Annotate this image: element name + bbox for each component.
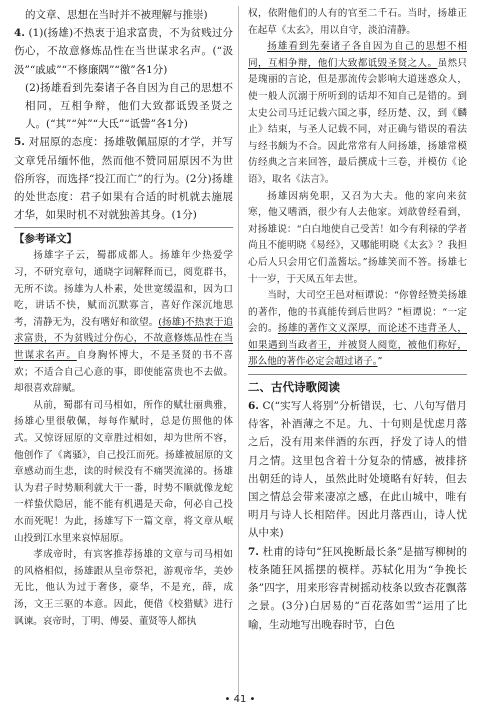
underlined-sentence: 扬雄的著作文义深厚，而论述不违背圣人，如果遇到当政者王，并被贤人阅览，被他们称好，那么他的著作必定会超过诸子。 bbox=[248, 323, 468, 368]
answer-text: 对屈原的态度：扬雄敬佩屈原的才学，并写文章凭吊缅怀他，然而他不赞同屈原因不为世俗所容，而选择“投江而亡”的行为。(2分)扬雄的处世态度：君子如果有合适的时机就去施展才华，如果时机不对就独善其身。(1分) bbox=[14, 136, 234, 222]
answer-number: 6. bbox=[248, 400, 259, 413]
reference-translation-continued bbox=[248, 6, 467, 371]
underlined-sentence: 扬雄看到先秦诸子各自因为自己的思想不相同，互相争辩，他们大致都诋毁圣贤之人。 bbox=[248, 41, 467, 69]
translation-paragraph bbox=[248, 189, 467, 289]
section-title-reference-translation: 【参考译文】 bbox=[14, 233, 77, 246]
right-column bbox=[248, 6, 467, 634]
translation-text: 扬雄字子云，蜀郡成都人。扬雄年少热爱学习，不研究章句，通晓字词解释而已，阅览群书，无所不读。扬雄为人朴素，处世宽缓温和，因为口吃，讲话不快，赋而沉默寡言，喜好作深沉地思考，清静无为，没有嗜好和欲望。 bbox=[14, 250, 233, 328]
translation-text: 权，依附他们的人有的官至二千石。当时，扬雄正在起草《太玄》，用以自守，淡泊清静。 bbox=[248, 8, 467, 36]
divider-line bbox=[14, 227, 233, 228]
translation-paragraph bbox=[14, 398, 233, 547]
underlined-sentence: (扬雄)不热衷于追求富贵，不为贫贱过分伤心，不故意修炼品性在当世谋求名声。 bbox=[14, 316, 233, 361]
section-title-ancient-poetry: 二、古代诗歌阅读 bbox=[248, 380, 340, 395]
translation-paragraph bbox=[14, 248, 233, 397]
answer-text: 杜甫的诗句“狂风挽断最长条”是描写柳树的枝条随狂风摇摆的模样。苏轼化用为“争挽长条”四字，用来形容青树摇动枝条以致杏花飘落之景。(3分)白居易的“百花落如雪”运用了比喻，生动地写出晚春时节，白色 bbox=[248, 545, 467, 631]
answer-text: (1)(扬雄)不热衷于追求富贵，不为贫贱过分伤心，不故意修炼品性在当世谋求名声。(“汲汲”“戚戚”“不修廉隅”“徼”各1分) bbox=[14, 27, 233, 76]
answer-item bbox=[248, 397, 467, 543]
column-divider bbox=[238, 6, 239, 696]
answer-item bbox=[14, 79, 233, 134]
answer-text: C(“实写人将别”分析错误，七、八句写借月侍客，补酒薄之不足。九、十句则是忧虑月落之后，没有用来伴酒的东西，抒发了诗人的惜月之情。这里包含着十分复杂的情感，被排挤出朝廷的诗人，虽然此时处境略有好转，但去国之情总会带来凄凉之感，在此山城中，唯有明月与诗人长相陪伴。因此月落西山，诗人忧从中来) bbox=[248, 400, 467, 540]
answer-number: 7. bbox=[248, 545, 259, 558]
translation-text: 自身胸怀博大，不是圣贤的书不喜欢；不适合自己心意的事，即使能富贵也不去做。却很喜欢辞赋。 bbox=[14, 350, 234, 395]
translation-paragraph bbox=[248, 39, 467, 188]
answer-text: 的文章、思想在当时并不被理解与推崇) bbox=[25, 9, 208, 21]
answer-item bbox=[248, 543, 467, 634]
translation-text: 当时，大司空王邑对桓谭说：“你曾经赞美扬雄的著作，他的书真能传到后世吗？”桓谭说：“一定会的。 bbox=[248, 290, 467, 335]
divider-line bbox=[248, 374, 467, 375]
page-number: • 41 • bbox=[224, 694, 256, 705]
answer-number: 4. bbox=[14, 27, 25, 40]
translation-text: ” bbox=[377, 356, 383, 368]
translation-text: 扬雄因病免职，又召为大夫。他的家向来贫寒，他又嗜酒，很少有人去他家。刘歆曾经看到，对扬雄说：“白白地使自己受苦！如今有利禄的学者尚且不能明晓《易经》，又哪能明晓《太玄》？我担心后人只会用它们盖酱坛。”扬雄笑而不答。扬雄七十一岁，于天凤五年去世。 bbox=[248, 190, 467, 285]
answer-list bbox=[14, 6, 233, 224]
left-column bbox=[14, 6, 233, 630]
translation-paragraph bbox=[248, 288, 467, 371]
translation-paragraph bbox=[248, 6, 467, 39]
reference-translation bbox=[14, 248, 233, 630]
translation-paragraph bbox=[14, 547, 233, 630]
answer-text: (2)扬雄看到先秦诸子各自因为自己的思想不相同，互相争辩，他们大致都诋毁圣贤之人。(“其”“舛”“大氐”“诋訾”各1分) bbox=[25, 81, 233, 131]
answer-number: 5. bbox=[14, 136, 25, 149]
answer-item bbox=[14, 133, 233, 224]
answer-item bbox=[14, 24, 233, 79]
translation-text: 孝成帝时，有宾客推荐扬雄的文章与司马相如的风格相似，扬雄跟从皇帝祭祀，游观帝华，美妙无比，他认为过于奢侈，豪华，不是充，薛，成汤，文王三驱的本意。因此，便借《校猎赋》进行讽谏。哀帝时，丁明、傅晏、董贤等人都执 bbox=[14, 549, 233, 627]
translation-text: 从前，蜀郡有司马相如，所作的赋壮丽典雅，扬雄心里很敬佩，每每作赋时，总是仿照他的体式。又惊讶屈原的文章胜过相如，却为世所不容，他创作了《离骚》，自己投江而死。扬雄被屈原的文章感动而生悲，读的时候没有不痛哭流涕的。扬雄认为君子时势顺利就大干一番，时势不顺就像龙蛇一样蛰伏隐居，能不能有机遇是天命，何必自己投水而死呢！为此，扬雄写下一篇文章，将文章从岷山投到江水里来哀悼屈原。 bbox=[14, 399, 233, 544]
answer-list bbox=[248, 397, 467, 634]
answer-item bbox=[14, 6, 233, 24]
translation-text: 虽然只是瑰丽的言论，但是那流传会影响大道迷惑众人，使一般人沉溺于所听到的话却不知自己是错的。到太史公司马迁记载六国之事，经历楚、汉，到《麟止》结束，与圣人记载不同，对正确与错误的看法与经书颇为不合。因此常常有人问扬雄，扬雄常模仿经典之言来回答，最后撰成十三卷，并模仿《论语》，取名《法言》。 bbox=[248, 57, 468, 185]
